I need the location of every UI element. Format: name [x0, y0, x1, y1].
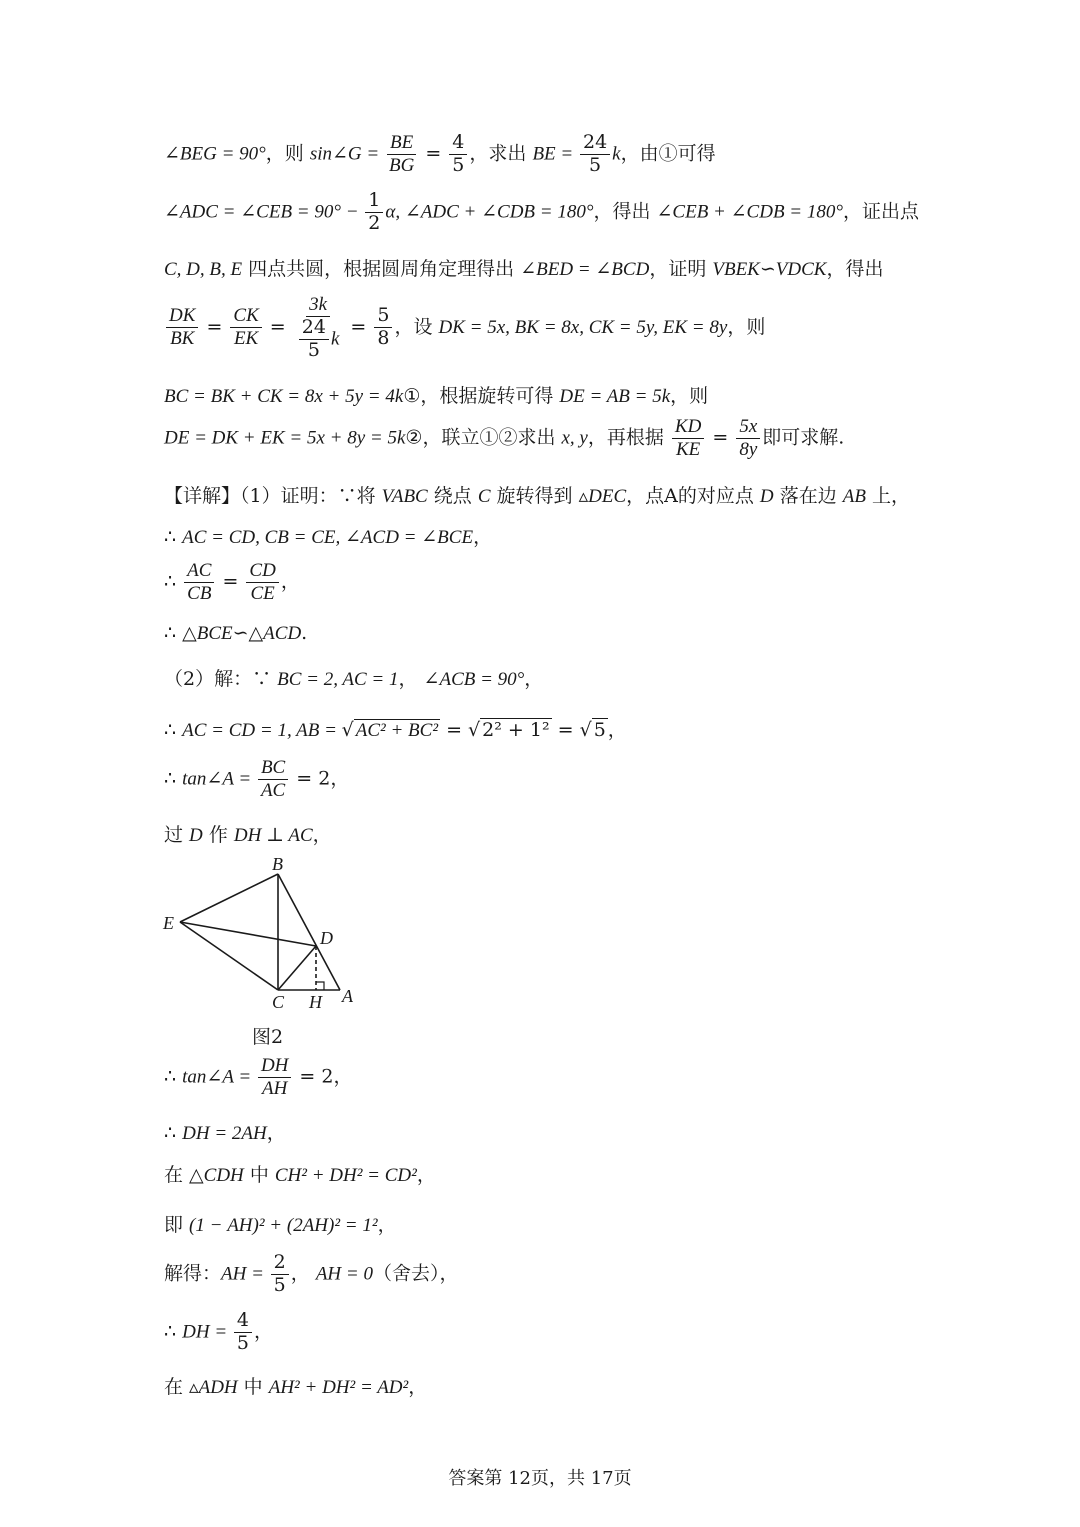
expr: C [477, 486, 491, 507]
figure-caption: 图2 [252, 1026, 284, 1048]
text: ， [330, 767, 350, 790]
denominator: EK [233, 328, 259, 350]
numerator: 1 [365, 190, 383, 213]
expr: △CDH [189, 1165, 244, 1186]
numerator: AC [184, 560, 214, 583]
therefore: ∴ [164, 622, 183, 644]
fraction [166, 305, 198, 350]
text: ，再根据 [587, 426, 670, 449]
expr: AC = CD, CB = CE, ∠ACD = ∠BCE [182, 527, 474, 548]
text: ， [266, 1122, 286, 1144]
fraction [365, 190, 383, 235]
fraction [294, 294, 343, 362]
text: = 2 [290, 767, 331, 790]
sqrt-sign: √ [579, 719, 592, 741]
label-C: C [272, 992, 285, 1012]
numerator: 2 [271, 1252, 289, 1275]
text: 中 [237, 1376, 269, 1398]
text-line-3 [164, 254, 883, 281]
text-line-14 [164, 820, 332, 847]
fraction [374, 305, 392, 350]
text: = [551, 719, 580, 741]
expr: D [759, 486, 774, 507]
text: ， [290, 1262, 316, 1285]
text-line-13 [164, 757, 349, 802]
numerator: 3k [306, 294, 330, 317]
label-H: H [309, 992, 322, 1012]
expr: AC = CD = 1, AB = [182, 720, 342, 741]
expr: α, ∠ADC + ∠CDB = 180° [385, 201, 594, 223]
expr: ∠CEB + ∠CDB = 180° [656, 201, 843, 223]
denominator: 5 [236, 1331, 249, 1354]
expr: BC = 2, AC = 1 [277, 669, 399, 690]
expr: AB [842, 486, 866, 507]
fraction [672, 416, 704, 461]
expr: D [189, 825, 203, 846]
numerator: BC [258, 757, 288, 780]
expr: DH = [182, 1321, 232, 1343]
text: = [440, 719, 469, 741]
text: . [301, 622, 308, 644]
text: ，点A的对应点 [626, 485, 760, 507]
text: 绕点 [427, 485, 478, 507]
fraction [258, 1055, 291, 1100]
text: 上， [865, 485, 911, 507]
text: 中 [243, 1164, 275, 1186]
denominator: 2 [368, 211, 381, 234]
label-B: B [272, 854, 283, 874]
numerator: 24 [580, 132, 610, 155]
text: ，由①可得 [620, 142, 716, 165]
text: 旋转得到 [490, 485, 579, 507]
expr: ∠BED = ∠BCD [520, 259, 650, 280]
fraction [299, 317, 329, 362]
expr: AH = 0 [315, 1263, 373, 1285]
denominator: AH [262, 1077, 288, 1099]
numerator: DK [166, 305, 198, 328]
numerator: CK [230, 305, 261, 328]
denominator [294, 317, 343, 362]
text: 在 [164, 1164, 190, 1186]
text: 作 [202, 824, 234, 846]
text: 即可求解. [762, 426, 845, 449]
therefore: ∴ [164, 1122, 183, 1144]
text-line-16 [164, 1118, 286, 1145]
expr: CH² + DH² = CD² [274, 1165, 417, 1186]
denominator: 5 [273, 1273, 286, 1296]
geometry-figure [155, 848, 365, 1018]
text-line-15 [164, 1055, 353, 1100]
expr: ∠BEG = 90° [164, 143, 266, 165]
therefore: ∴ [164, 1065, 183, 1088]
fraction [736, 416, 760, 461]
text: ， [524, 668, 544, 690]
fraction [234, 1310, 252, 1355]
expr: sin∠G = [309, 143, 384, 165]
text-line-11 [164, 664, 543, 691]
text: （舍去）， [372, 1262, 459, 1285]
expr: ▵DEC [578, 486, 627, 507]
expr: (1 − AH)² + (2AH)² = 1² [189, 1215, 378, 1236]
text-line-18 [164, 1210, 397, 1237]
expr: k [330, 328, 340, 350]
segment-ED [180, 922, 316, 946]
text: ②，联立①②求出 [405, 426, 562, 449]
denominator: KE [675, 438, 701, 460]
fraction [230, 305, 261, 350]
label-E: E [163, 913, 174, 933]
therefore: ∴ [164, 767, 183, 790]
expr: k [612, 143, 621, 165]
expr: △BCE∽△ACD [182, 623, 302, 644]
text: ，则 [670, 385, 709, 407]
radicand: 5 [593, 719, 606, 741]
numerator: 4 [449, 132, 467, 155]
expr: BE = [532, 143, 578, 165]
segment-EB [180, 874, 278, 922]
text: ①，根据旋转可得 [403, 385, 560, 407]
denominator: 5 [452, 153, 465, 176]
denominator: 8 [377, 327, 390, 350]
text: ， [398, 668, 424, 690]
numerator: DH [258, 1055, 291, 1078]
text-line-9 [164, 560, 300, 605]
text: = [419, 142, 448, 165]
denominator: CE [250, 582, 275, 604]
text-line-5 [164, 381, 708, 408]
fraction [386, 132, 417, 177]
fraction [449, 132, 467, 177]
expr: tan∠A = [182, 768, 256, 790]
text-line-20 [164, 1310, 273, 1355]
expr: BC = BK + CK = 8x + 5y = 4k [164, 386, 404, 407]
expr: DH ⊥ AC [233, 825, 313, 846]
text-line-17 [164, 1160, 436, 1187]
text: 【详解】（1）证明：∵将 [164, 485, 382, 507]
text: 在 [164, 1376, 190, 1398]
therefore: ∴ [164, 1320, 183, 1343]
segment-EC [180, 922, 278, 990]
text: ，得出 [593, 200, 657, 223]
numerator: CD [246, 560, 278, 583]
expr: DE = AB = 5k [559, 386, 671, 407]
fraction [246, 560, 278, 605]
text: ，求出 [469, 142, 533, 165]
text: 过 [164, 824, 190, 846]
numerator: 5x [736, 416, 760, 439]
denominator: AC [260, 779, 286, 801]
label-D: D [320, 928, 333, 948]
text-line-10 [164, 622, 307, 645]
text: 解得： [164, 1262, 222, 1285]
denominator: 8y [739, 438, 758, 460]
numerator: 4 [234, 1310, 252, 1333]
right-angle-mark [316, 982, 324, 990]
expr: VABC [381, 486, 428, 507]
text: ，证明 [649, 258, 713, 280]
sqrt-sign: √ [341, 719, 354, 741]
text: ， [333, 1065, 353, 1088]
text: ， [312, 824, 332, 846]
fraction [258, 757, 288, 802]
expr: DK = 5x, BK = 8x, CK = 5y, EK = 8y [438, 316, 728, 338]
text-line-19 [164, 1252, 458, 1297]
text-line-12 [164, 715, 627, 742]
numerator: BE [387, 132, 416, 155]
therefore: ∴ [164, 719, 183, 741]
expr: x, y [561, 427, 588, 449]
text: ，证出点 [842, 200, 919, 223]
therefore: ∴ [164, 526, 183, 548]
text: ， [473, 526, 493, 548]
radicand: AC² + BC² [355, 720, 439, 741]
text-line-7 [164, 481, 910, 508]
text: ，得出 [826, 258, 884, 280]
text: ，则 [727, 315, 766, 338]
text-line-8 [164, 522, 492, 549]
denominator: 5 [307, 338, 320, 361]
expr: C, D, B, E [164, 259, 243, 280]
numerator: KD [672, 416, 704, 439]
expr: ∠ADC = ∠CEB = 90° − [164, 201, 364, 223]
text: （2）解：∵ [164, 668, 278, 690]
denominator: 5 [589, 153, 602, 176]
text: ，则 [265, 142, 310, 165]
text: ， [607, 719, 627, 741]
text: 落在边 [773, 485, 843, 507]
numerator: 24 [299, 317, 329, 340]
text: 即 [164, 1214, 190, 1236]
text: ，设 [394, 315, 439, 338]
label-A: A [342, 986, 353, 1006]
text: ， [416, 1164, 436, 1186]
fraction [271, 1252, 289, 1297]
text: ， [377, 1214, 397, 1236]
expr: ∠ACB = 90° [423, 669, 525, 690]
fraction [184, 560, 214, 605]
text-line-2 [164, 190, 919, 235]
text-line-4: $\frac{DK}{BK}$ = $\frac{CK}{EK}$ = 3k $\frac{24}{5}$ k = $\frac{5}{8}$ ，设 DK = 5x, BK = 8x, CK = 5y, EK = 8y，则 [164, 294, 765, 362]
expr: AH² + DH² = AD² [268, 1377, 409, 1398]
text: ， [280, 570, 300, 593]
radicand: 2² + 1² [482, 719, 550, 741]
expr: DH = 2AH [182, 1123, 267, 1144]
text: 四点共圆，根据圆周角定理得出 [242, 258, 521, 280]
fraction [580, 132, 610, 177]
text: ， [408, 1376, 428, 1398]
expr: VBEK∽VDCK [712, 259, 827, 280]
sqrt-sign: √ [468, 719, 481, 741]
denominator: BK [170, 328, 195, 350]
expr: DE = DK + EK = 5x + 8y = 5k [164, 427, 406, 449]
expr: AH = [221, 1263, 269, 1285]
text: = [706, 426, 735, 449]
text: = 2 [293, 1065, 334, 1088]
denominator: BG [388, 154, 415, 176]
therefore: ∴ [164, 570, 183, 593]
expr: tan∠A = [182, 1066, 256, 1088]
text: ， [254, 1320, 274, 1343]
page-footer: 答案第 12页，共 17页 [448, 1468, 632, 1489]
denominator: CB [187, 582, 212, 604]
expr: ▵ADH [189, 1377, 238, 1398]
numerator: 5 [374, 305, 392, 328]
text-line-21 [164, 1372, 427, 1399]
text: = [216, 570, 245, 593]
segment-CD [278, 946, 316, 990]
text-line-1 [164, 132, 716, 177]
text-line-6 [164, 416, 844, 461]
